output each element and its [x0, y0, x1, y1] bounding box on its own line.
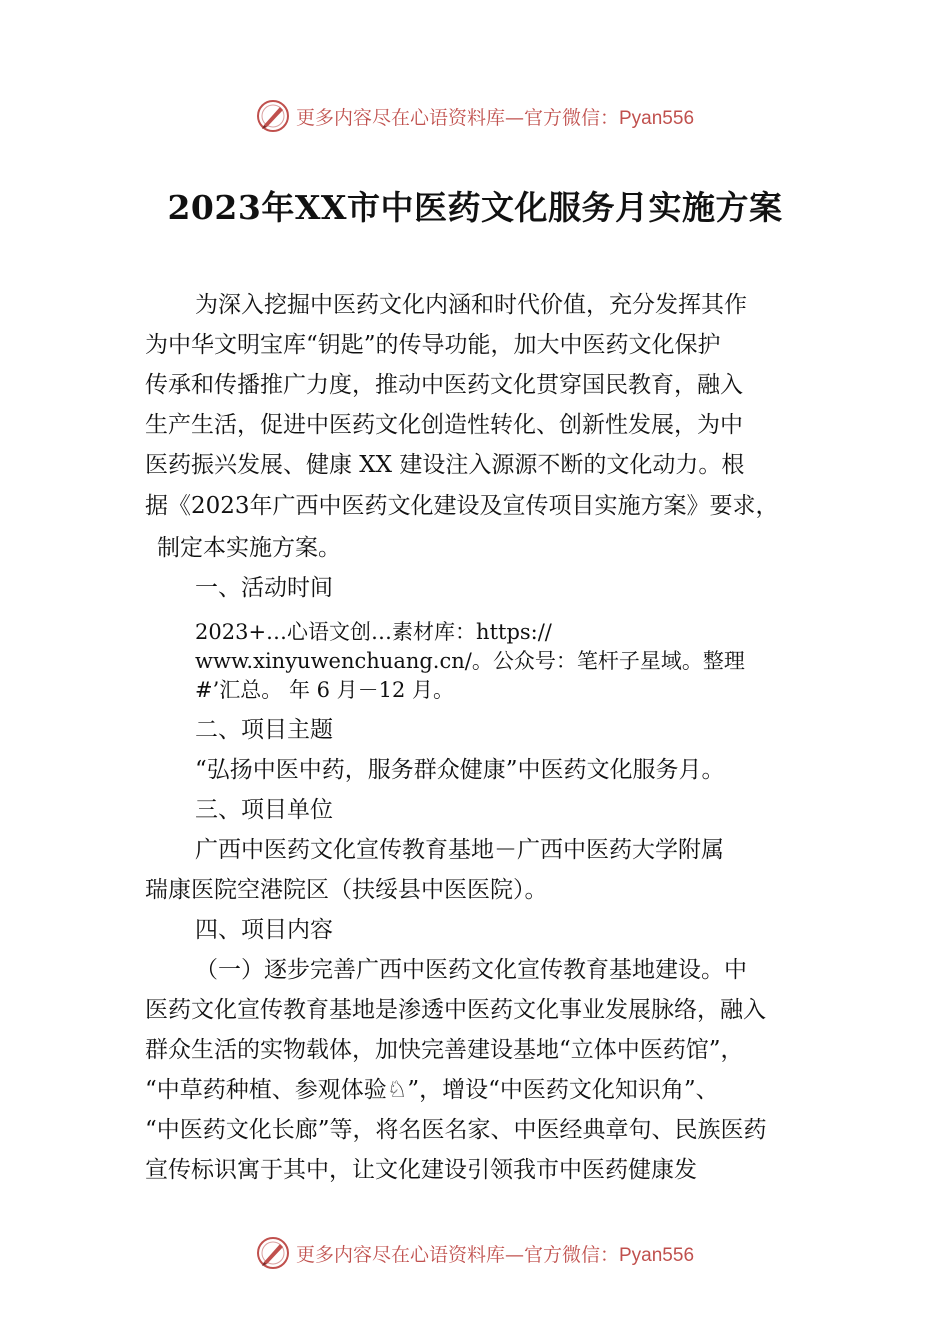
paragraph-line: （一）逐步完善广西中医药文化宣传教育基地建设。中 — [195, 957, 747, 983]
paragraph-line: “中草药种植、参观体验♘”，增设“中医药文化知识角”、 — [145, 1077, 719, 1103]
paragraph-line: 瑞康医院空港院区（扶绥县中医医院）。 — [145, 877, 548, 903]
header-banner — [0, 96, 950, 136]
paragraph-line: 据《2023年广西中医药文化建设及宣传项目实施方案》要求， — [145, 493, 779, 519]
section-heading: 二、项目主题 — [195, 717, 333, 743]
paragraph-line: “中医药文化长廊”等，将名医名家、中医经典章句、民族医药 — [145, 1117, 767, 1143]
pen-logo-icon — [256, 99, 290, 133]
banner-text: 更多内容尽在心语资料库—官方微信：Pyan556 — [295, 106, 695, 129]
paragraph-line: 广西中医药文化宣传教育基地－广西中医药大学附属 — [195, 837, 724, 863]
section-heading: 一、活动时间 — [195, 575, 333, 601]
paragraph-line: 宣传标识寓于其中，让文化建设引领我市中医药健康发 — [145, 1157, 697, 1183]
paragraph-line: 医药文化宣传教育基地是渗透中医药文化事业发展脉络，融入 — [145, 997, 766, 1023]
banner-text: 更多内容尽在心语资料库—官方微信：Pyan556 — [295, 1243, 695, 1266]
paragraph-line: 传承和传播推广力度，推动中医药文化贯穿国民教育，融入 — [145, 372, 743, 398]
pen-logo-icon — [256, 1236, 290, 1270]
paragraph-line: 群众生活的实物载体，加快完善建设基地“立体中医药馆”， — [145, 1037, 744, 1063]
paragraph-line: 为深入挖掘中医药文化内涵和时代价值，充分发挥其作 — [195, 292, 747, 318]
footer-banner — [0, 1233, 950, 1273]
paragraph-line: 2023+…心语文创…素材库：https:// — [195, 620, 552, 644]
paragraph-line: 医药振兴发展、健康 XX 建设注入源源不断的文化动力。根 — [145, 452, 745, 478]
paragraph-line: www.xinyuwenchuang.cn/。公众号：笔杆子星域。整理 — [195, 649, 745, 673]
paragraph-line: 制定本实施方案。 — [157, 535, 341, 561]
section-heading: 三、项目单位 — [195, 797, 333, 823]
wechat-account: Pyan556 — [619, 1244, 695, 1266]
paragraph-line: 生产生活，促进中医药文化创造性转化、创新性发展，为中 — [145, 412, 743, 438]
paragraph-line: “弘扬中医中药，服务群众健康”中医药文化服务月。 — [195, 757, 725, 783]
wechat-account: Pyan556 — [619, 107, 695, 129]
paragraph-line: #’汇总。 年 6 月－12 月。 — [195, 678, 455, 702]
section-heading: 四、项目内容 — [195, 917, 333, 943]
document-title: 2023年XX市中医药文化服务月实施方案 — [167, 188, 783, 227]
paragraph-line: 为中华文明宝库“钥匙”的传导功能，加大中医药文化保护 — [145, 332, 721, 358]
